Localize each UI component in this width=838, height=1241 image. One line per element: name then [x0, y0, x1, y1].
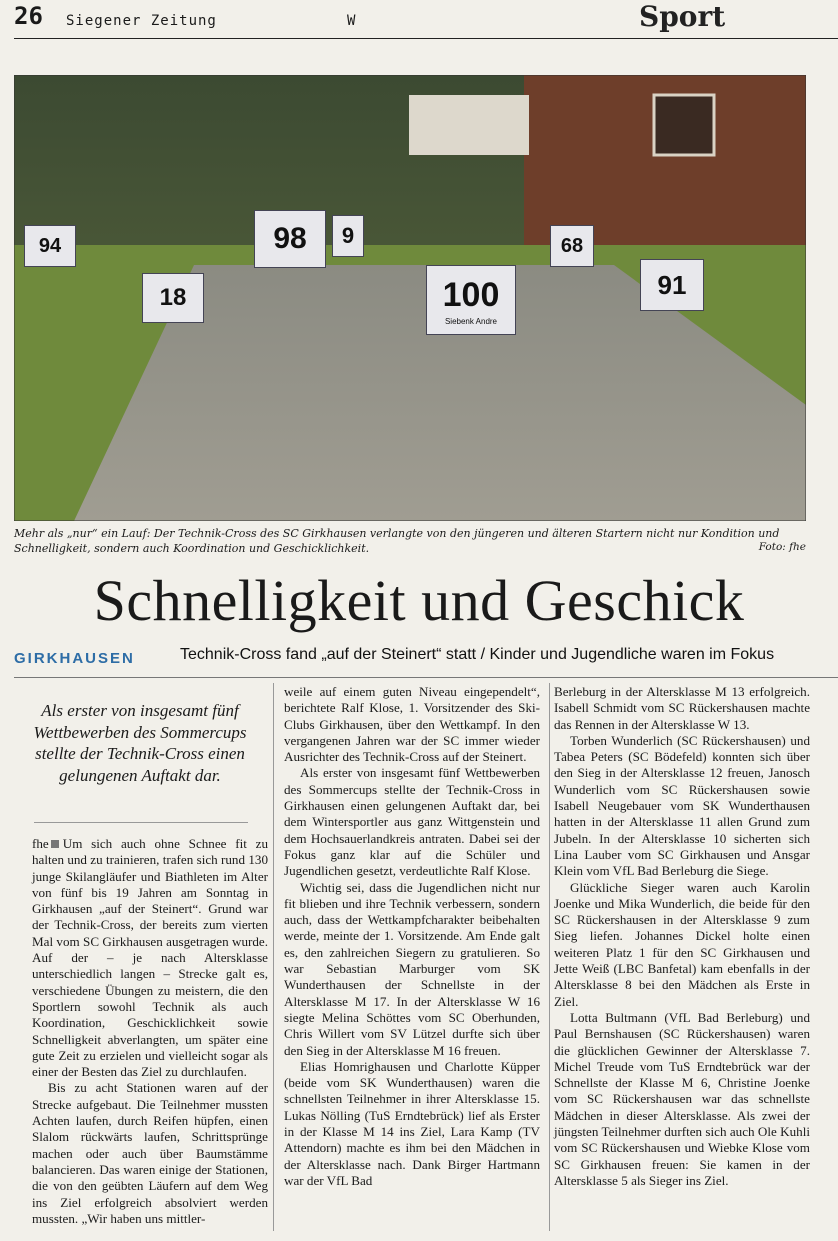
teaser-rule [34, 822, 248, 823]
article-headline: Schnelligkeit und Geschick [93, 568, 745, 633]
page-header [0, 0, 838, 40]
runner-bib: 91 [640, 259, 704, 311]
paragraph: Als erster von insgesamt fünf Wettbewerben des Sommercups stellte der Technik-Cross in Girkhausen einen gelungenen Auftakt dar, bei dem Wintersportler aus ganz Wittgenstein und dem Hochsauerlandkreis antraten. Dabei sei der Fokus ganz klar auf die Schüler und Jugendlichen gesetzt, verdeutlichte Ralf Klose. [284, 765, 540, 879]
paragraph: Torben Wunderlich (SC Rückershausen) und Tabea Peters (SC Bödefeld) konnten sich über den Sieg in der Altersklasse 12 freuen, Janosch Wunderlich vom SC Rückershausen sowie Isabell Neugebauer vom SK Wunderthausen hatten in der Altersklasse 11 allen Grund zum Jubeln. In der Altersklasse 10 sicherten sich Lina Lauber vom SC Girkhausen und Ansgar Klein vom VfL Bad Berleburg die Siege. [554, 732, 810, 879]
newspaper-name: Siegener Zeitung [66, 13, 217, 29]
paragraph: Wichtig sei, dass die Jugendlichen nicht nur fit blieben und ihre Technik verbessern, sondern auch, dass der Wettkampfcharakter beibehalten werde, meinte der 1. Vorsitzende. Am Ende galt es, den zahlreichen Siegern zu gratulieren. So war Sebastian Marburger vom SK Wunderthausen der Schnellste in der Altersklasse M 17. In der Altersklasse W 16 siegte Melina Schöttes vom SC Oberhunden, Chris Willert vom SV Lützel durfte sich über den Sieg in der Altersklasse M 16 freuen. [284, 879, 540, 1058]
paragraph: Lotta Bultmann (VfL Bad Berleburg) und Paul Bernshausen (SC Rückershausen) waren die glücklichen Gewinner der Altersklasse 7. Michel Treude vom TuS Erndtebrück war der Schnellste der Klasse M 6, Christine Joenke vom SC Rückershausen war das schnellste Mädchen in dieser Altersklasse. Als zwei der jüngsten Teilnehmer durften sich auch Ole Kuhli vom SC Rückershausen und Wiebke Klose vom SC Girkhausen freuen: Sie kamen in der Altersklasse 5 als Sieger ins Ziel. [554, 1009, 810, 1188]
body-rule [14, 677, 838, 678]
runner-bib: 94 [24, 225, 76, 267]
paragraph-text: Um sich auch ohne Schnee fit zu halten und zu trainieren, trafen sich rund 130 junge Skilangläufer und Biathleten im Alter von fünf bis 19 Jahren am Sonntag in Girkhausen „auf der Steinert“. Grund war der Technik-Cross, der bereits zum vierten Mal vom SC Girkhausen ausgetragen wurde. Auf der – je nach Altersklasse unterschiedlich langen – Strecke galt es, verschiedene Übungen zu meistern, die den Sportlern sowohl Technik als auch Koordination, Geschicklichkeit sowie Schnelligkeit abverlangten, um später eine gute Zeit zu erzielen und vielleicht sogar als einer der Besten das Ziel zu durchlaufen. [32, 836, 268, 1080]
runner-bib: 18 [142, 273, 204, 323]
paragraph: weile auf einem guten Niveau eingependelt“, berichtete Ralf Klose, 1. Vorsitzender des Ski-Clubs Girkhausen, über den Wettkampf. In den vergangenen Jahren war der SC immer wieder Ausrichter des Technik-Cross auf der Steinert. [284, 684, 540, 765]
paragraph: Elias Homrighausen und Charlotte Küpper (beide vom SK Wunderthausen) waren die schnellsten Teilnehmer in ihrer Altersklasse 15. Lukas Nölling (TuS Erndtebrück) lief als Erster in der Klasse M 14 ins Ziel, Lara Kamp (TV Attendorn) machte es ihm bei den Mädchen in der Altersklasse nach. Dank Birger Hartmann war der VfL Bad [284, 1058, 540, 1188]
column-divider [549, 683, 550, 1231]
article-subheadline: Technik-Cross fand „auf der Steinert“ statt / Kinder und Jugendliche waren im Fokus [180, 646, 775, 663]
article-column-2 [284, 684, 540, 1189]
author-initials: fhe [32, 836, 49, 851]
article-column-3 [554, 684, 810, 1189]
runner-bib-number: 100 [442, 276, 500, 314]
page-number: 26 [14, 2, 43, 30]
header-rule [14, 38, 838, 39]
paragraph [32, 836, 268, 1080]
paragraph: Glückliche Sieger waren auch Karolin Joenke und Mika Wunderlich, die beide für den SC Rückershausen in der Altersklasse 9 zum Sieg liefen. Johannes Dickel holte einen weiteren Platz 1 für den SC Girkhausen und Jette Weiß (LBC Banfetal) kam ebenfalls in der Altersklasse 8 bei den Mädchen als Erste in Ziel. [554, 879, 810, 1009]
runner-bib: 68 [550, 225, 594, 267]
bib-sponsor-text: Siebenk Andre [444, 317, 498, 326]
article-column-1 [32, 836, 268, 1227]
photo-caption: Mehr als „nur“ ein Lauf: Der Technik-Cross des SC Girkhausen verlangte von den jüngeren und älteren Startern nicht nur Kondition und Schnelligkeit, sondern auch Koordination und Geschicklichkeit. [14, 527, 780, 555]
paragraph: Bis zu acht Stationen waren auf der Strecke aufgebaut. Die Teilnehmer mussten Achten laufen, durch Reifen hüpfen, einen Slalom rückwärts laufen, Schrittsprünge machen oder auch über Baumstämme balancieren. Das waren einige der Stationen, die von den geübten Läufern auf dem Weg ins Ziel erfolgreich absolviert werden mussten. „Wir haben uns mittler- [32, 1080, 268, 1226]
paragraph: Berleburg in der Altersklasse M 13 erfolgreich. Isabell Schmidt vom SC Rückershausen machte das Rennen in der Altersklasse W 13. [554, 684, 810, 732]
teaser-quote: Als erster von insgesamt fünf Wettbewerben des Sommercups stellte der Technik-Cross einen gelungenen Auftakt dar. [33, 701, 247, 785]
photo-credit: Foto: fhe [758, 541, 806, 553]
section-title: Sport [639, 0, 726, 33]
edition-mark: W [347, 13, 356, 29]
column-divider [273, 683, 274, 1231]
author-marker-icon [51, 840, 59, 848]
dateline: GIRKHAUSEN [14, 650, 135, 667]
runner-bib: 98 [254, 210, 326, 268]
article-photo [14, 75, 806, 521]
runner-bib [426, 265, 516, 335]
runner-bib: 9 [332, 215, 364, 257]
